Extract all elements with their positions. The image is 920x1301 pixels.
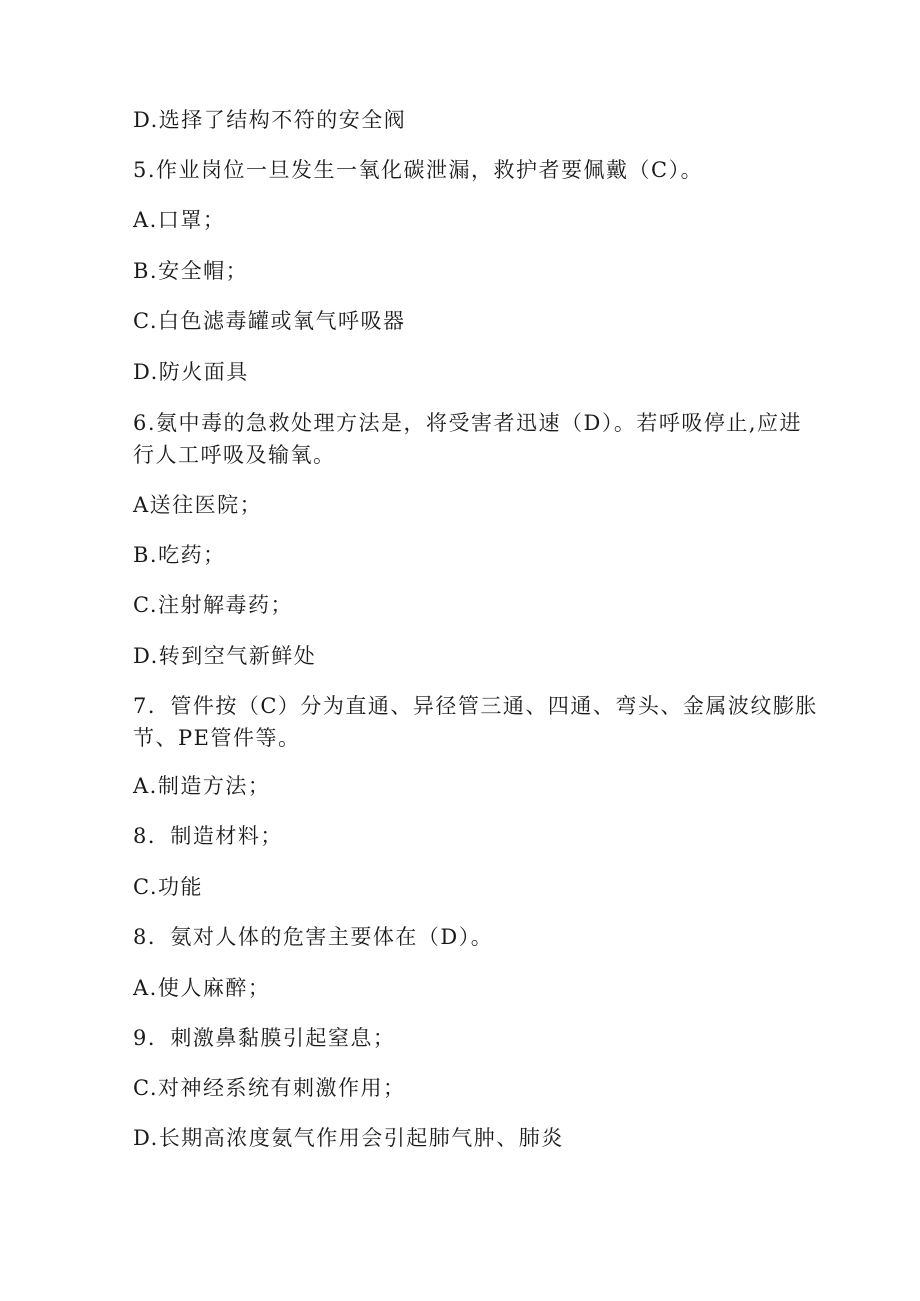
option-line: A.制造方法； bbox=[133, 774, 271, 798]
option-line: A.口罩； bbox=[133, 208, 226, 232]
text-line: D.选择了结构不符的安全阀 bbox=[133, 108, 407, 132]
option-line: C.白色滤毒罐或氧气呼吸器 bbox=[133, 309, 406, 333]
question-7: 7．管件按（C）分为直通、异径管三通、四通、弯头、金属波纹膨胀 bbox=[133, 694, 818, 718]
option-line: C.对神经系统有刺激作用； bbox=[133, 1076, 406, 1100]
option-line: 9．刺激鼻黏膜引起窒息； bbox=[133, 1026, 396, 1050]
option-line: C.注射解毒药； bbox=[133, 593, 293, 617]
option-line: A送往医院； bbox=[133, 493, 263, 517]
option-line: D.防火面具 bbox=[133, 360, 249, 384]
question-6: 6.氨中毒的急救处理方法是，将受害者迅速（D）。若呼吸停止,应进 bbox=[133, 411, 803, 435]
question-7-continuation: 节、PE管件等。 bbox=[133, 726, 301, 750]
question-5: 5.作业岗位一旦发生一氧化碳泄漏，救护者要佩戴（C）。 bbox=[133, 158, 704, 182]
option-line: A.使人麻醉； bbox=[133, 976, 271, 1000]
option-line: 8．制造材料； bbox=[133, 824, 283, 848]
option-line: B.吃药； bbox=[133, 543, 226, 567]
option-line: D.转到空气新鲜处 bbox=[133, 644, 317, 668]
question-6-continuation: 行人工呼吸及输氧。 bbox=[133, 443, 336, 467]
option-line: D.长期高浓度氨气作用会引起肺气肿、肺炎 bbox=[133, 1126, 564, 1150]
option-line: C.功能 bbox=[133, 875, 203, 899]
option-line: B.安全帽； bbox=[133, 259, 249, 283]
question-8: 8．氨对人体的危害主要体在（D）。 bbox=[133, 925, 494, 949]
